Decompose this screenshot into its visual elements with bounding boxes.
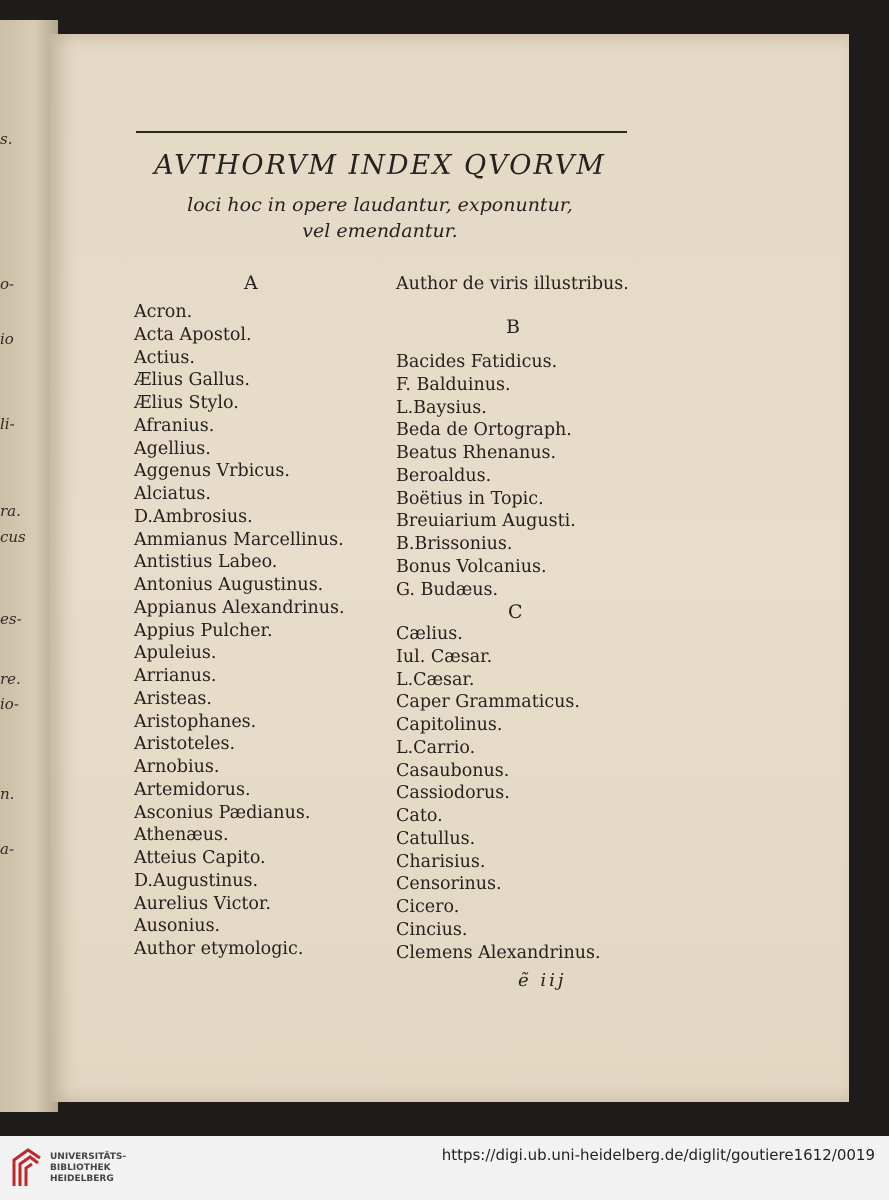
index-entry: Actius. xyxy=(134,347,195,368)
index-entry: Beroaldus. xyxy=(396,465,492,486)
index-entry: Cato. xyxy=(396,806,443,826)
index-entry: Beatus Rhenanus. xyxy=(396,443,557,463)
index-entry: Alciatus. xyxy=(134,484,211,504)
index-entry: Censorinus. xyxy=(396,874,502,895)
signature-mark: ẽ iij xyxy=(518,970,567,991)
library-name: UNIVERSITÄTS- BIBLIOTHEK HEIDELBERG xyxy=(50,1152,127,1184)
index-entry: Apuleius. xyxy=(134,643,217,664)
index-entry: Casaubonus. xyxy=(396,760,510,781)
index-entry: Ammianus Marcellinus. xyxy=(134,529,344,550)
index-entry: L.Carrio. xyxy=(396,737,476,758)
margin-fragment: n. xyxy=(0,785,15,803)
university-library-logo-icon[interactable] xyxy=(10,1146,44,1190)
index-entry: Appius Pulcher. xyxy=(134,620,273,641)
page-title: AVTHORVM INDEX QVORVM xyxy=(154,150,606,181)
index-entry: Catullus. xyxy=(396,828,476,849)
index-entry: Ausonius. xyxy=(134,916,221,937)
page-subtitle-line-2: vel emendantur. xyxy=(302,220,458,242)
margin-fragment: ra. xyxy=(0,502,21,520)
right-column-b-entries xyxy=(396,351,576,601)
section-letter-a: A xyxy=(244,272,258,294)
header-rule xyxy=(136,131,627,133)
index-entry: Agellius. xyxy=(134,438,211,459)
margin-fragment: a- xyxy=(0,840,15,858)
index-entry: L.Baysius. xyxy=(396,397,487,418)
index-entry: Aristoteles. xyxy=(134,734,236,755)
index-entry: Breuiarium Augusti. xyxy=(396,511,576,532)
right-column-first-entry xyxy=(396,273,629,296)
index-entry: Acron. xyxy=(134,302,193,322)
right-column-c-entries xyxy=(396,623,601,964)
index-entry: Aristeas. xyxy=(134,688,212,709)
index-entry: Author etymologic. xyxy=(134,939,304,959)
page-subtitle-line-1: loci hoc in opere laudantur, exponuntur, xyxy=(187,194,573,216)
margin-fragment: es- xyxy=(0,610,22,628)
index-entry: Aurelius Victor. xyxy=(134,893,271,914)
index-entry: Antonius Augustinus. xyxy=(134,575,324,595)
index-entry: Clemens Alexandrinus. xyxy=(396,942,601,963)
index-entry: Capitolinus. xyxy=(396,715,503,735)
index-entry: Ælius Gallus. xyxy=(134,370,250,391)
margin-fragment: cus xyxy=(0,528,26,546)
margin-fragment: io- xyxy=(0,695,19,713)
index-entry: Ælius Stylo. xyxy=(134,393,239,413)
index-entry: Caper Grammaticus. xyxy=(396,692,580,713)
margin-fragment: io xyxy=(0,330,14,348)
index-entry: Asconius Pædianus. xyxy=(134,802,311,823)
left-column-entries xyxy=(134,301,345,961)
index-entry: Cassiodorus. xyxy=(396,783,510,804)
index-entry: D.Augustinus. xyxy=(134,870,259,891)
index-entry: Antistius Labeo. xyxy=(134,552,278,573)
section-letter-b: B xyxy=(506,316,520,338)
index-entry: Author de viris illustribus. xyxy=(396,274,629,294)
section-letter-c: C xyxy=(508,601,523,623)
index-entry: Artemidorus. xyxy=(134,779,251,800)
index-entry: Cicero. xyxy=(396,897,460,917)
margin-fragment: o- xyxy=(0,275,15,293)
index-entry: F. Balduinus. xyxy=(396,374,511,395)
index-entry: Atteius Capito. xyxy=(134,848,266,868)
margin-fragment: s. xyxy=(0,130,13,148)
index-entry: Aggenus Vrbicus. xyxy=(134,461,290,482)
index-entry: Appianus Alexandrinus. xyxy=(134,597,345,618)
index-entry: B.Brissonius. xyxy=(396,534,513,554)
viewer-footer xyxy=(0,1136,889,1200)
index-entry: Iul. Cæsar. xyxy=(396,646,493,667)
index-entry: Arnobius. xyxy=(134,757,220,777)
index-entry: Arrianus. xyxy=(134,666,217,686)
margin-fragment: li- xyxy=(0,415,15,433)
margin-fragment: re. xyxy=(0,670,21,688)
index-entry: Acta Apostol. xyxy=(134,324,252,345)
index-entry: Cincius. xyxy=(396,919,468,940)
index-entry: Cælius. xyxy=(396,624,463,644)
index-entry: Bonus Volcanius. xyxy=(396,556,547,577)
index-entry: Boëtius in Topic. xyxy=(396,488,544,509)
index-entry: Athenæus. xyxy=(134,825,229,846)
index-entry: G. Budæus. xyxy=(396,579,499,600)
index-entry: D.Ambrosius. xyxy=(134,506,253,527)
index-entry: Beda de Ortograph. xyxy=(396,420,572,441)
book-page xyxy=(50,34,849,1102)
index-entry: Afranius. xyxy=(134,415,215,436)
index-entry: Charisius. xyxy=(396,851,486,872)
index-entry: Aristophanes. xyxy=(134,711,257,732)
index-entry: Bacides Fatidicus. xyxy=(396,352,558,372)
permalink-url[interactable]: https://digi.ub.uni-heidelberg.de/diglit/goutiere1612/0019 xyxy=(441,1146,875,1164)
index-entry: L.Cæsar. xyxy=(396,669,475,690)
